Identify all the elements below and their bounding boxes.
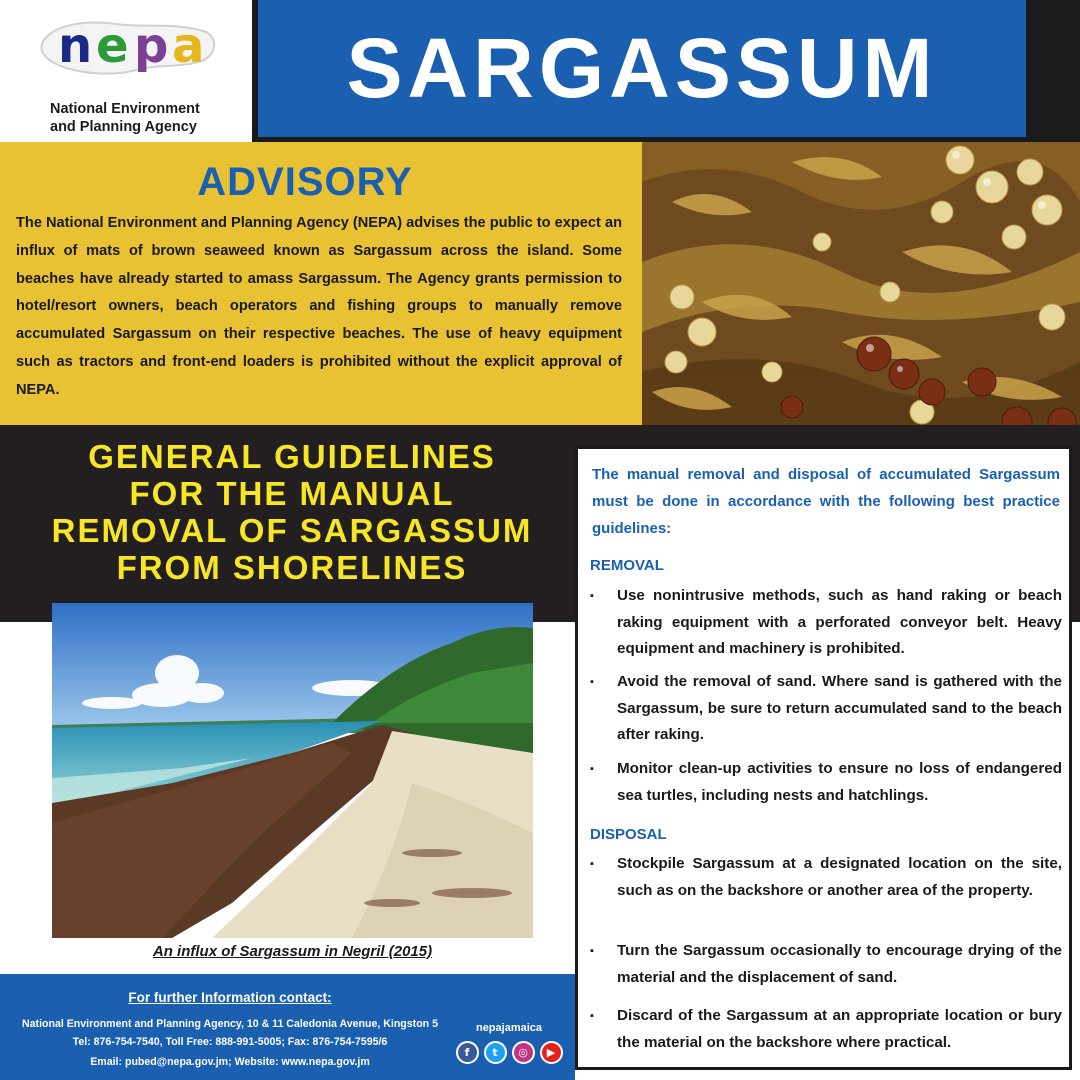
removal-item-2: Avoid the removal of sand. Where sand is gathered with the Sargassum, be sure to return accumulated sand to the beach after raking. [617,673,1062,743]
logo-letter-e: e [96,18,129,74]
beach-photo-caption [52,943,533,960]
disposal-item-3: Discard of the Sargassum at an appropriate location or bury the material on the backshore where practical. [617,1007,1062,1051]
logo-area [0,0,252,142]
social-handle: nepajamaica [475,1022,543,1034]
facebook-icon[interactable]: f [456,1041,479,1064]
bullet-icon: ▪ [590,1010,594,1022]
sargassum-closeup-photo [642,142,1080,442]
bullet-icon: ▪ [590,858,594,870]
guidelines-title-line4: FROM SHORELINES [116,549,468,586]
list-item [590,669,1062,749]
footer-phones: Tel: 876-754-7540, Toll Free: 888-991-5005; Fax: 876-754-7595/6 [72,1036,388,1048]
footer-heading [0,990,460,1005]
bullet-icon: ▪ [590,590,594,602]
advisory-body: The National Environment and Planning Agency (NEPA) advises the public to expect an influx of mats of brown seaweed known as Sargassum across the island. Some beaches have already started to amass Sargassum. The Agency grants permission to hotel/resort owners, beach operators and fishing groups to manually remove accumulated Sargassum on their respective beaches. The use of heavy equipment such as tractors and front-end loaders is prohibited without the explicit approval of NEPA. [16,215,622,398]
disposal-item-2: Turn the Sargassum occasionally to encourage drying of the material and the displacement of sand. [617,942,1062,986]
beach-photo [52,603,533,938]
footer-address: National Environment and Planning Agency, 10 & 11 Caledonia Avenue, Kingston 5 [22,1018,438,1030]
list-item [590,1003,1062,1056]
twitter-icon[interactable]: t [484,1041,507,1064]
youtube-icon[interactable]: ▶ [540,1041,563,1064]
logo-letter-a: a [172,18,205,74]
page-title: SARGASSUM [346,21,938,115]
list-item [590,756,1062,809]
footer-email-website: Email: pubed@nepa.gov.jm; Website: www.nepa.gov.jm [90,1056,370,1068]
guidelines-title-line3: REMOVAL OF SARGASSUM [51,512,533,549]
guidelines-box [575,446,1072,1070]
social-icons [454,1041,564,1064]
instagram-icon[interactable]: ◎ [512,1041,535,1064]
removal-heading: REMOVAL [590,557,664,574]
org-name [50,100,250,136]
list-item [590,583,1062,663]
caption-text: An influx of Sargassum in Negril (2015) [152,943,433,960]
title-box [258,0,1026,137]
advisory-section [0,142,642,425]
bullet-icon: ▪ [590,676,594,688]
removal-item-1: Use nonintrusive methods, such as hand raking or beach raking equipment with a perforated conveyor belt. Heavy equipment and machinery is prohibited. [617,587,1062,657]
disposal-item-1: Stockpile Sargassum at a designated location on the site, such as on the backshore or another area of the property. [617,855,1062,899]
bullet-icon: ▪ [590,945,594,957]
logo-letter-p: p [134,18,169,74]
guidelines-title-line1: GENERAL GUIDELINES [88,438,496,475]
bullet-icon: ▪ [590,763,594,775]
guidelines-title-line2: FOR THE MANUAL [129,475,455,512]
org-name-line2: and Planning Agency [50,119,197,135]
guidelines-title [12,438,572,586]
list-item [590,851,1062,904]
footer-heading-text: For further Information contact: [128,990,332,1005]
list-item [590,938,1062,991]
guidelines-intro: The manual removal and disposal of accumulated Sargassum must be done in accordance with the following best practice guidelines: [592,466,1060,537]
logo-letter-n: n [58,18,93,74]
disposal-heading: DISPOSAL [590,826,667,843]
advisory-title: ADVISORY [197,160,413,204]
org-name-line1: National Environment [50,101,200,117]
removal-item-3: Monitor clean-up activities to ensure no loss of endangered sea turtles, including nests and hatchlings. [617,760,1062,804]
nepa-logo [36,10,222,84]
